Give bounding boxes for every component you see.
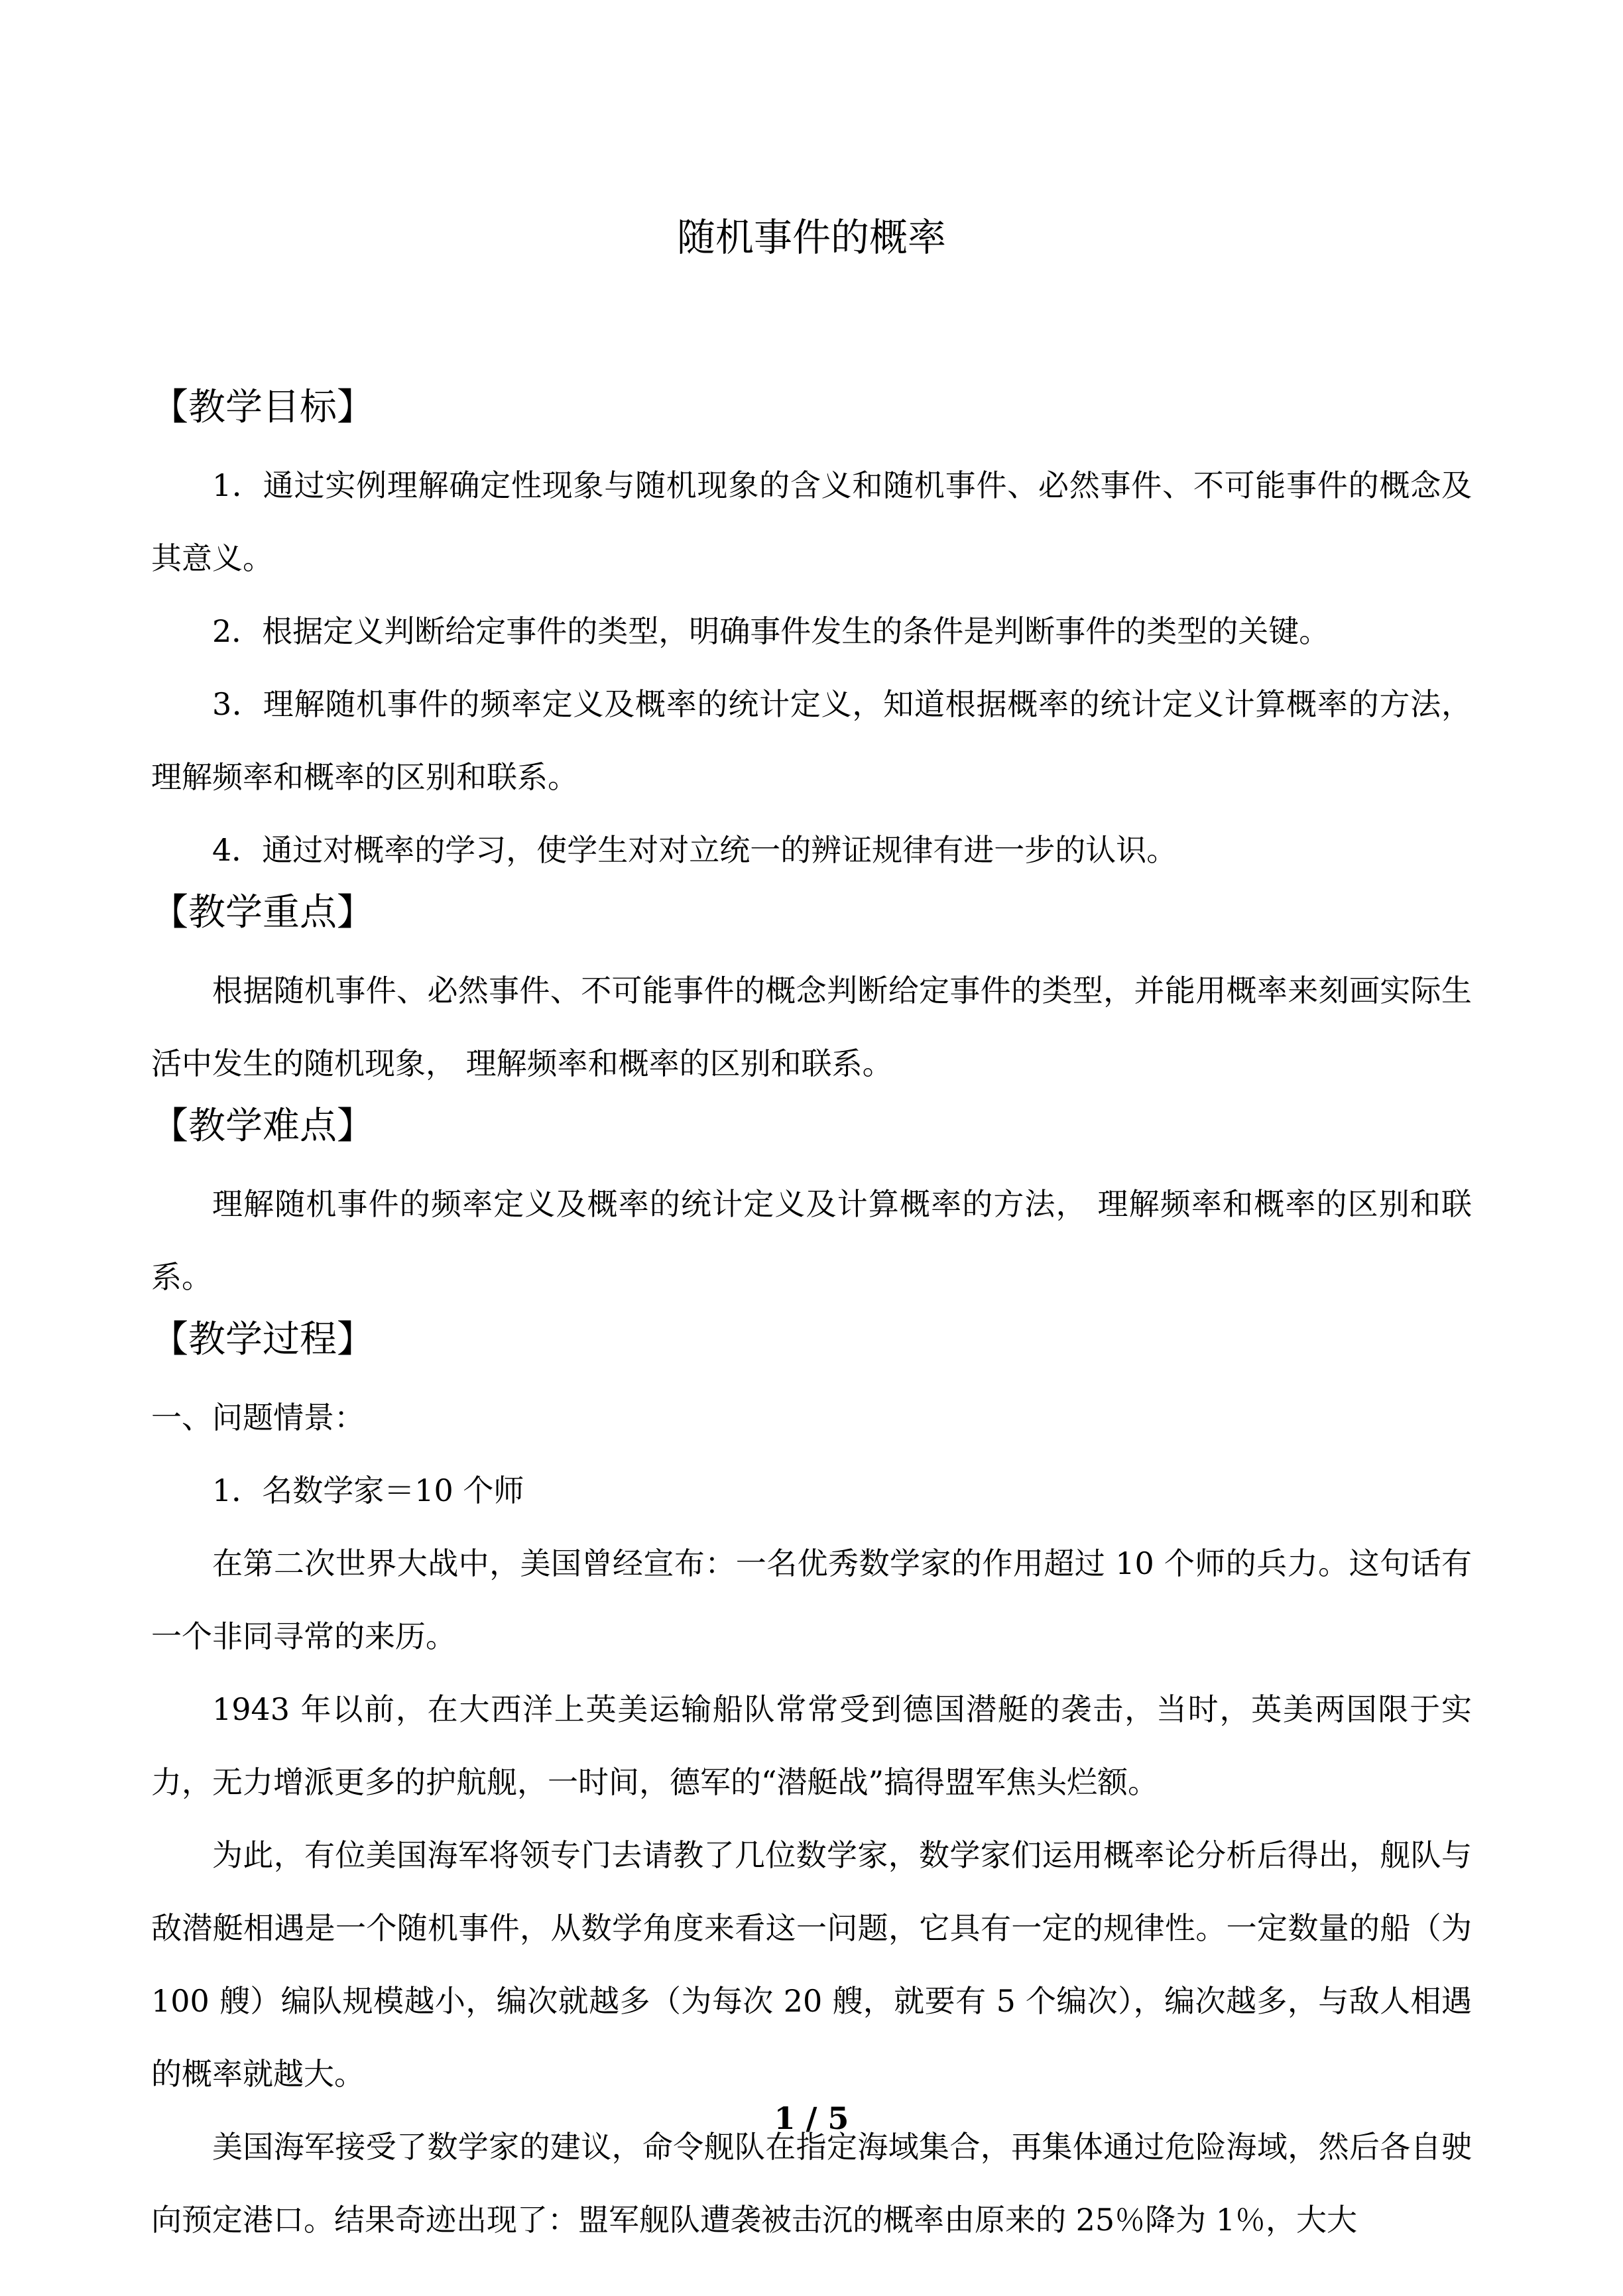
page-number: 1 / 5 [774, 2100, 849, 2136]
process-sub-heading: 一、问题情景： [151, 1400, 365, 1435]
process-paragraph-3: 为此，有位美国海军将领专门去请教了几位数学家，数学家们运用概率论分析后得出，舰队与敌潜艇相遇是一个随机事件，从数学角度来看这一问题，它具有一定的规律性。一定数量的船（为 100 艘）编队规模越小，编次就越多（为每次 20 艘，就要有 5 个编次），编次越多，与敌人相遇的概率就越大。 [151, 1837, 1472, 2092]
difficulties-text: 理解随机事件的频率定义及概率的统计定义及计算概率的方法， 理解频率和概率的区别和联系。 [151, 1186, 1472, 1295]
process-paragraph-4: 美国海军接受了数学家的建议，命令舰队在指定海域集合，再集体通过危险海域，然后各自驶向预定港口。结果奇迹出现了：盟军舰队遭袭被击沉的概率由原来的 25％降为 1％，大大 [151, 2129, 1472, 2238]
key-points-text: 根据随机事件、必然事件、不可能事件的概念判断给定事件的类型，并能用概率来刻画实际生活中发生的随机现象， 理解频率和概率的区别和联系。 [151, 973, 1472, 1081]
document-body [151, 381, 1472, 2256]
section-heading-process: 【教学过程】 [151, 1318, 374, 1361]
section-heading-difficulties: 【教学难点】 [151, 1105, 374, 1148]
section-heading-key-points: 【教学重点】 [151, 891, 374, 934]
process-paragraph-1: 在第二次世界大战中，美国曾经宣布：一名优秀数学家的作用超过 10 个师的兵力。这句话有一个非同寻常的来历。 [151, 1545, 1472, 1654]
objective-item-1: 1．通过实例理解确定性现象与随机现象的含义和随机事件、必然事件、不可能事件的概念及其意义。 [151, 467, 1472, 576]
process-item-title: 1．名数学家＝10 个师 [212, 1473, 524, 1508]
section-heading-objectives: 【教学目标】 [151, 386, 374, 429]
document-title: 随机事件的概率 [676, 215, 946, 260]
objective-item-3: 3．理解随机事件的频率定义及概率的统计定义，知道根据概率的统计定义计算概率的方法， 理解频率和概率的区别和联系。 [151, 686, 1472, 795]
objective-item-2: 2．根据定义判断给定事件的类型，明确事件发生的条件是判断事件的类型的关键。 [212, 613, 1330, 649]
process-paragraph-2: 1943 年以前，在大西洋上英美运输船队常常受到德国潜艇的袭击，当时，英美两国限于实力，无力增派更多的护航舰，一时间，德军的“潜艇战”搞得盟军焦头烂额。 [151, 1691, 1472, 1800]
objective-item-4: 4．通过对概率的学习，使学生对对立统一的辨证规律有进一步的认识。 [212, 832, 1177, 868]
